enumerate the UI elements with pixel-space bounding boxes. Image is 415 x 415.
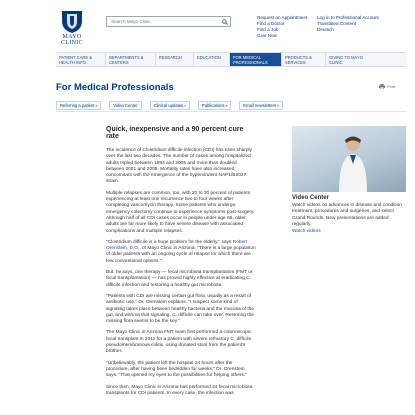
subtab-email-newsletters[interactable] [239,101,283,110]
video-thumbnail[interactable] [292,126,406,192]
find-job-link[interactable]: Find a Job [257,27,279,32]
subtab-referring-patient[interactable] [56,101,101,110]
article-paragraph: But, he says, one therapy — fecal microbiota transplantation (FMT or fecal transplantation) — has proved highly effective at eradicating C. difficile infection and restoring a healthy gut microbiota. [106,270,253,288]
watch-videos-link[interactable]: Watch videos [292,229,321,235]
print-button[interactable] [379,84,395,89]
chevron-down-icon: ▾ [95,103,98,108]
presenter-figure [336,134,370,192]
video-center-text: Watch videos on advances in disease and condition treatment, procedures and surgeries, and select Grand Rounds. New presentations are added regularly. [292,203,402,227]
article-heading: Quick, inexpensive and a 90 percent cure rate [106,126,244,140]
mayo-shield-icon [56,10,88,34]
deutsch-link[interactable]: Deutsch [317,27,334,32]
subtab-video-center[interactable] [109,101,141,110]
nav-medical-professionals[interactable]: FOR MEDICAL PROFESSIONALS [230,53,282,66]
search-button[interactable] [219,17,230,26]
subtab-clinical-updates[interactable] [150,101,190,110]
divider [56,111,406,112]
article-paragraph [106,240,256,265]
subtab-publications[interactable] [198,101,231,110]
print-label: Print [387,84,396,89]
nav-patient-care[interactable]: PATIENT CARE & HEALTH INFO [56,53,106,66]
chevron-down-icon: ▾ [277,103,279,108]
printer-icon [379,84,385,89]
request-appointment-link[interactable]: Request an Appointment [257,15,308,20]
article-paragraph: "Patients with CDI are missing certain gut flora, usually as a result of antibiotic use," Dr. Orenstein explains. "I suspect some kind of signaling takes place between healthy bacteria and the mucosa of the gut, and without that signaling, C. difficile can take over. Restoring the missing flora seems to be the key." [106,293,255,325]
search-box [106,16,231,27]
video-center-heading: Video Center [292,195,329,201]
search-input[interactable]: Search Mayo Clinic [111,19,151,24]
article [106,126,256,402]
subtab-label: Clinical updates [153,103,184,108]
article-paragraph: The Mayo Clinic in Arizona FMT team first performed a colonoscopic fecal transplant in 2011 for a patient with severe refractory C. difficile pseudomembranous colitis, using donated stool from the patient's brother. [106,330,252,355]
subtab-label: Video Center [113,103,138,108]
chevron-down-icon: ▾ [184,103,186,108]
site-header [0,0,415,50]
give-now-link[interactable]: Give Now [257,33,277,38]
nav-research[interactable]: RESEARCH [156,53,194,66]
search-icon [222,19,228,25]
logo-text: MAYO CLINIC [61,34,83,46]
section-subtabs [56,101,283,110]
article-paragraph: The incidence of Clostridium difficile infection (CDI) has risen sharply over the last two decades. The number of cases among hospitalized adults tripled between 1993 and 2005 and more than doubled between 2001 and 2005. Mortality rates have also increased, concomitant with the emergence of the hypervirulent NAP1/BI/027 strain. [106,148,253,185]
subtab-label: Publications [201,103,225,108]
find-doctor-link[interactable]: Find a Doctor [257,21,285,26]
nav-education[interactable]: EDUCATION [194,53,230,66]
nav-giving[interactable]: GIVING TO MAYO CLINIC [329,55,363,65]
top-links-right [317,15,392,33]
nav-products-services[interactable]: PRODUCTS & SERVICES [282,53,326,66]
professional-login-link[interactable]: Log in to Professional Account [317,15,379,20]
paragraph-text: , of Mayo Clinic in Arizona. "There is a large population of older patients with an ongoing cycle of relapse for which there are few conventional options." [106,246,256,264]
translated-content-link[interactable]: Translated Content [317,21,356,26]
subtab-label: Referring a patient [60,103,95,108]
doctor-profile-link[interactable]: Robert Orenstein, D.O. [106,239,248,252]
article-paragraph: Since then, Mayo Clinic in Arizona has performed 24 fecal microbiota transplants for CDI patients. In every case, the infection was [106,384,253,396]
chevron-down-icon: ▾ [225,103,228,108]
page-title: For Medical Professionals [56,82,174,93]
video-center-promo [292,126,406,234]
article-paragraph: Multiple relapses are common, too, with 20 to 30 percent of patients experiencing at least one recurrence two to four weeks after completing vancomycin therapy. Some patients who undergo emergency colectomy continue to experience symptoms post-surgery. Although half of all CDI cases occur in people under age 65, older adults are far more likely to have severe disease with associated complications and multiple relapses. [106,190,255,234]
nav-departments[interactable]: DEPARTMENTS & CENTERS [106,53,156,66]
top-links-left [257,15,307,39]
mayo-clinic-logo[interactable] [56,10,88,44]
main-navigation [56,52,406,67]
paragraph-text: "Clostridium difficile is a huge problem for the elderly," says [106,239,233,245]
subtab-label: Email newsletters [243,103,277,108]
article-paragraph: "Unbelievably, the patient left the hospital 24 hours after the procedure, after having been bedridden for weeks," Dr. Orenstein says. "That opened my eyes to the possibilities for helping others." [106,360,247,379]
